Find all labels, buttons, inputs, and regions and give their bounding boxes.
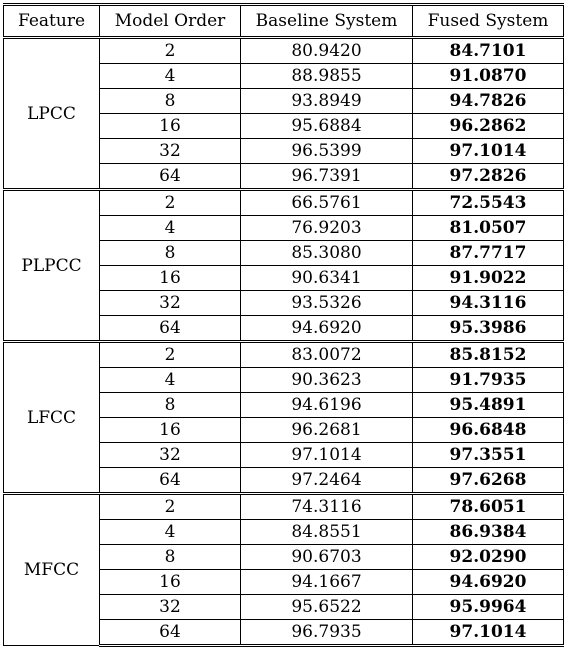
model-order-cell: 4 xyxy=(100,368,241,393)
model-order-cell: 64 xyxy=(100,468,241,494)
baseline-cell: 76.9203 xyxy=(241,216,413,241)
baseline-cell: 97.1014 xyxy=(241,443,413,468)
results-table xyxy=(3,3,564,647)
model-order-cell: 4 xyxy=(100,216,241,241)
fused-cell: 94.7826 xyxy=(413,89,564,114)
baseline-cell: 80.9420 xyxy=(241,38,413,64)
table-row xyxy=(4,342,564,368)
baseline-cell: 96.2681 xyxy=(241,418,413,443)
header-baseline-system: Baseline System xyxy=(241,5,413,38)
feature-label: PLPCC xyxy=(4,190,100,342)
model-order-cell: 8 xyxy=(100,89,241,114)
fused-cell: 96.6848 xyxy=(413,418,564,443)
fused-cell: 81.0507 xyxy=(413,216,564,241)
model-order-cell: 32 xyxy=(100,595,241,620)
model-order-cell: 16 xyxy=(100,114,241,139)
model-order-cell: 8 xyxy=(100,241,241,266)
baseline-cell: 93.8949 xyxy=(241,89,413,114)
group-mfcc xyxy=(4,494,564,646)
fused-cell: 97.1014 xyxy=(413,620,564,646)
header-model-order: Model Order xyxy=(100,5,241,38)
model-order-cell: 8 xyxy=(100,545,241,570)
baseline-cell: 95.6884 xyxy=(241,114,413,139)
baseline-cell: 66.5761 xyxy=(241,190,413,216)
table-row xyxy=(4,494,564,520)
header-fused-system: Fused System xyxy=(413,5,564,38)
model-order-cell: 32 xyxy=(100,443,241,468)
baseline-cell: 96.5399 xyxy=(241,139,413,164)
model-order-cell: 2 xyxy=(100,190,241,216)
group-lfcc xyxy=(4,342,564,494)
fused-cell: 94.3116 xyxy=(413,291,564,316)
baseline-cell: 84.8551 xyxy=(241,520,413,545)
baseline-cell: 74.3116 xyxy=(241,494,413,520)
baseline-cell: 90.6341 xyxy=(241,266,413,291)
baseline-cell: 96.7935 xyxy=(241,620,413,646)
fused-cell: 97.1014 xyxy=(413,139,564,164)
baseline-cell: 85.3080 xyxy=(241,241,413,266)
header-feature: Feature xyxy=(4,5,100,38)
fused-cell: 97.3551 xyxy=(413,443,564,468)
results-table-container xyxy=(3,3,563,656)
fused-cell: 94.6920 xyxy=(413,570,564,595)
baseline-cell: 83.0072 xyxy=(241,342,413,368)
model-order-cell: 64 xyxy=(100,620,241,646)
fused-cell: 86.9384 xyxy=(413,520,564,545)
baseline-cell: 90.3623 xyxy=(241,368,413,393)
baseline-cell: 97.2464 xyxy=(241,468,413,494)
group-lpcc xyxy=(4,38,564,190)
table-row xyxy=(4,38,564,64)
model-order-cell: 32 xyxy=(100,139,241,164)
feature-label: LPCC xyxy=(4,38,100,190)
group-plpcc xyxy=(4,190,564,342)
baseline-cell: 94.6196 xyxy=(241,393,413,418)
model-order-cell: 2 xyxy=(100,342,241,368)
baseline-cell: 94.1667 xyxy=(241,570,413,595)
baseline-cell: 96.7391 xyxy=(241,164,413,190)
fused-cell: 91.7935 xyxy=(413,368,564,393)
fused-cell: 97.2826 xyxy=(413,164,564,190)
model-order-cell: 2 xyxy=(100,494,241,520)
fused-cell: 72.5543 xyxy=(413,190,564,216)
fused-cell: 95.4891 xyxy=(413,393,564,418)
model-order-cell: 8 xyxy=(100,393,241,418)
baseline-cell: 88.9855 xyxy=(241,64,413,89)
baseline-cell: 95.6522 xyxy=(241,595,413,620)
fused-cell: 91.9022 xyxy=(413,266,564,291)
fused-cell: 95.9964 xyxy=(413,595,564,620)
model-order-cell: 16 xyxy=(100,418,241,443)
model-order-cell: 64 xyxy=(100,316,241,342)
model-order-cell: 16 xyxy=(100,570,241,595)
fused-cell: 97.6268 xyxy=(413,468,564,494)
feature-label: MFCC xyxy=(4,494,100,646)
model-order-cell: 64 xyxy=(100,164,241,190)
fused-cell: 96.2862 xyxy=(413,114,564,139)
fused-cell: 91.0870 xyxy=(413,64,564,89)
fused-cell: 92.0290 xyxy=(413,545,564,570)
model-order-cell: 4 xyxy=(100,520,241,545)
model-order-cell: 32 xyxy=(100,291,241,316)
baseline-cell: 94.6920 xyxy=(241,316,413,342)
model-order-cell: 4 xyxy=(100,64,241,89)
fused-cell: 78.6051 xyxy=(413,494,564,520)
fused-cell: 87.7717 xyxy=(413,241,564,266)
feature-label: LFCC xyxy=(4,342,100,494)
model-order-cell: 16 xyxy=(100,266,241,291)
baseline-cell: 90.6703 xyxy=(241,545,413,570)
fused-cell: 95.3986 xyxy=(413,316,564,342)
table-row xyxy=(4,190,564,216)
model-order-cell: 2 xyxy=(100,38,241,64)
header-row xyxy=(4,5,564,38)
fused-cell: 84.7101 xyxy=(413,38,564,64)
fused-cell: 85.8152 xyxy=(413,342,564,368)
table-header xyxy=(4,5,564,38)
baseline-cell: 93.5326 xyxy=(241,291,413,316)
